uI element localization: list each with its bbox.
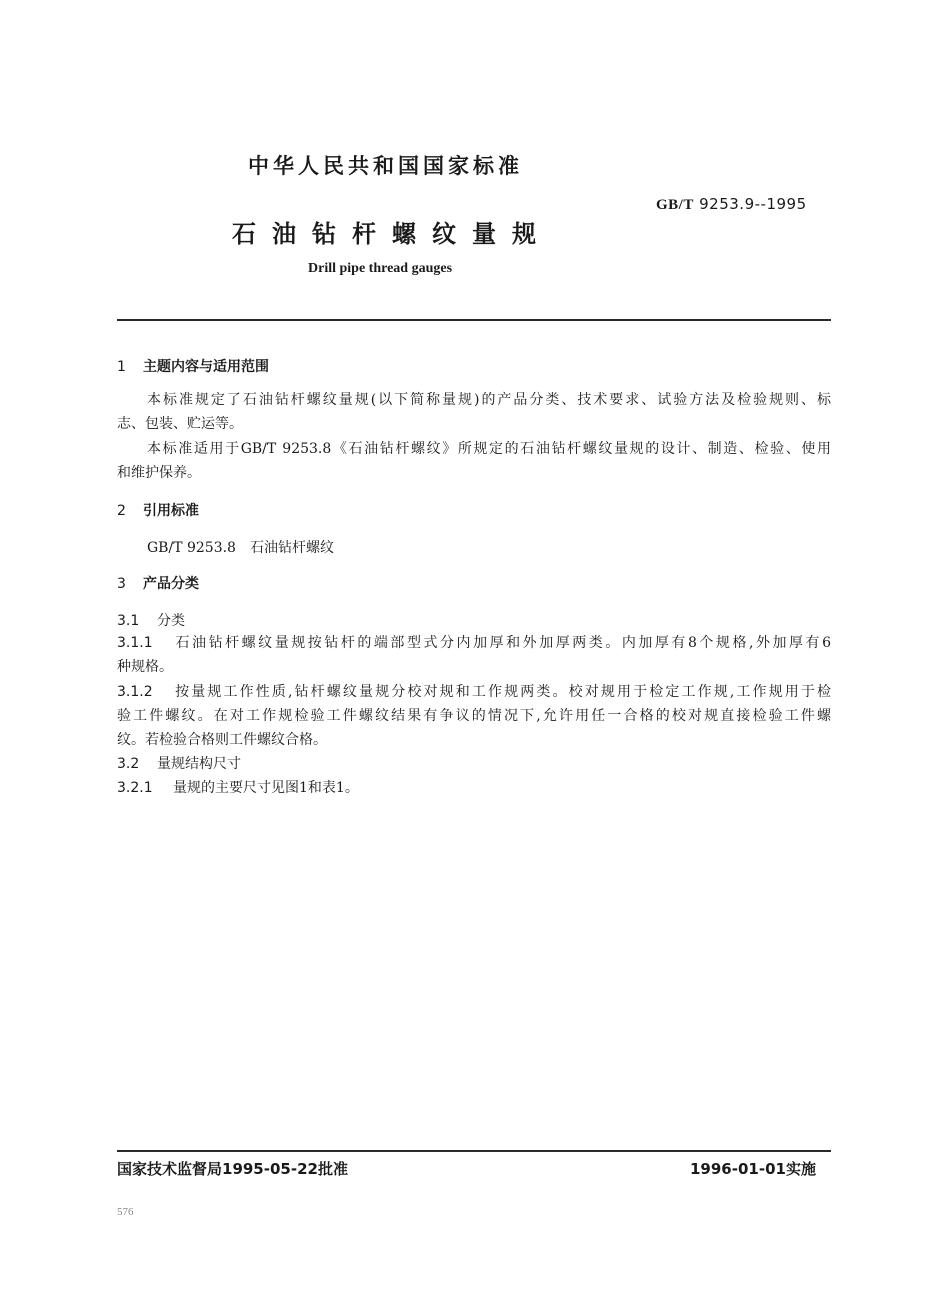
clause-3-1-2-number: 3.1.2: [117, 684, 153, 700]
clause-3-1-1-line-1: [117, 631, 831, 655]
standard-code: [656, 195, 807, 214]
bottom-divider: [117, 1150, 831, 1152]
section-2-title: 引用标准: [143, 503, 199, 519]
section-1-paragraph-2: [117, 437, 831, 485]
section-2-heading: [117, 500, 199, 520]
referenced-standard-code: GB/T 9253.8: [147, 540, 236, 556]
section-1-p2-line-2: 和维护保养。: [117, 465, 201, 481]
document-title-en: Drill pipe thread gauges: [308, 261, 453, 276]
subsection-3-2-title: 量规结构尺寸: [157, 756, 241, 772]
section-3-title: 产品分类: [143, 576, 199, 592]
section-1-paragraph-1: [117, 388, 831, 436]
effective-date-line: 1996-01-01实施: [690, 1160, 816, 1178]
section-1-title: 主题内容与适用范围: [143, 359, 269, 375]
section-1-p1-line-1: 本标准规定了石油钻杆螺纹量规(以下简称量规)的产品分类、技术要求、试验方法及检验规则、标: [147, 392, 831, 408]
top-divider: [117, 319, 831, 321]
referenced-standard-title: 石油钻杆螺纹: [249, 540, 334, 556]
clause-3-1-1: [117, 631, 831, 679]
subsection-3-2-number: 3.2: [117, 756, 140, 772]
clause-3-1-2-line-1: [117, 680, 831, 704]
clause-3-1-1-line-2: 种规格。: [117, 659, 173, 675]
section-3-number: 3: [117, 576, 126, 592]
approval-line: 国家技术监督局1995-05-22批准: [117, 1160, 348, 1178]
section-2-number: 2: [117, 503, 126, 519]
clause-3-2-1-text: 量规的主要尺寸见图1和表1。: [173, 780, 359, 796]
national-standard-heading: 中华人民共和国国家标准: [248, 154, 523, 178]
section-3-heading: [117, 573, 199, 593]
referenced-standard: [147, 537, 334, 557]
clause-3-2-1: [117, 777, 359, 797]
clause-3-1-2-line-2: 验工件螺纹。在对工作规检验工件螺纹结果有争议的情况下,允许用任一合格的校对规直接检验工件螺: [117, 708, 831, 724]
clause-3-1-1-number: 3.1.1: [117, 635, 153, 651]
clause-3-2-1-number: 3.2.1: [117, 780, 153, 796]
clause-3-1-2-text: 按量规工作性质,钻杆螺纹量规分校对规和工作规两类。校对规用于检定工作规,工作规用于检: [173, 684, 831, 700]
clause-3-1-2: [117, 680, 831, 752]
clause-3-1-2-line-3: 纹。若检验合格则工件螺纹合格。: [117, 732, 327, 748]
section-1-p1-line-2: 志、包装、贮运等。: [117, 416, 243, 432]
page-number: 576: [117, 1206, 134, 1218]
clause-3-1-1-text: 石油钻杆螺纹量规按钻杆的端部型式分内加厚和外加厚两类。内加厚有8个规格,外加厚有6: [173, 635, 831, 651]
document-title-cn: 石油钻杆螺纹量规: [232, 220, 552, 248]
standard-code-number: 9253.9--1995: [693, 195, 807, 213]
section-1-heading: [117, 356, 269, 376]
standard-code-prefix: GB/T: [656, 197, 694, 213]
subsection-3-1-number: 3.1: [117, 613, 140, 629]
section-1-p2-line-1: 本标准适用于GB/T 9253.8《石油钻杆螺纹》所规定的石油钻杆螺纹量规的设计、制造、检验、使用: [147, 441, 831, 457]
subsection-3-1-title: 分类: [157, 613, 185, 629]
section-1-number: 1: [117, 359, 126, 375]
subsection-3-2: [117, 753, 241, 773]
subsection-3-1: [117, 610, 185, 630]
